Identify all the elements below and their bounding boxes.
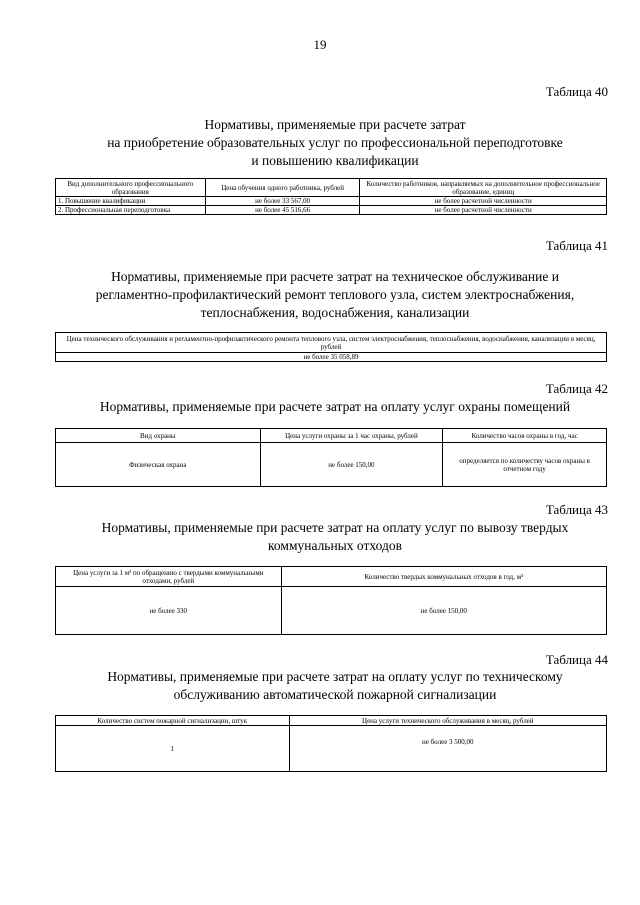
table-41-label: Таблица 41 [545, 238, 608, 253]
header-cell: Цена технического обслуживания и регламентно-профилактического ремонта теплового узла, систем электроснабжения, теплоснабжения, водоснабжения, канализации в месяц, рублей [56, 333, 607, 353]
table-42 [55, 428, 607, 487]
table-row [56, 206, 607, 215]
title-line: Нормативы, применяемые при расчете затрат на оплату услуг по вывозу твердых [101, 520, 569, 535]
table-cell: не более расчетной численности [360, 206, 607, 215]
title-line: на приобретение образовательных услуг по профессиональной переподготовке [107, 135, 563, 150]
table-cell: не более 35 058,89 [56, 353, 607, 362]
table-43-title [40, 519, 630, 555]
table-row [56, 443, 607, 487]
table-cell: не более 45 516,66 [205, 206, 360, 215]
table-cell: 1. Повышение квалификации [56, 197, 206, 206]
table-cell: 1 [56, 726, 290, 772]
table-44-title [40, 668, 630, 704]
table-44 [55, 715, 607, 772]
table-cell: Физическая охрана [56, 443, 261, 487]
table-41-title [40, 268, 630, 322]
table-cell: не более 33 567,00 [205, 197, 360, 206]
title-line: Нормативы, применяемые при расчете затрат на техническое обслуживание и [111, 269, 559, 284]
table-42-label: Таблица 42 [545, 381, 608, 396]
table-row [56, 587, 607, 635]
table-row [56, 726, 607, 772]
header-cell: Цена услуги технического обслуживания в месяц, рублей [289, 716, 606, 726]
header-cell: Количество часов охраны в год, час [443, 429, 607, 443]
header-cell: Количество твердых коммунальных отходов в год, м³ [281, 567, 606, 587]
header-cell: Вид охраны [56, 429, 261, 443]
table-40 [55, 178, 607, 215]
header-cell: Количество работников, направляемых на дополнительное профессиональное образование, единиц [360, 179, 607, 197]
table-44-label: Таблица 44 [545, 652, 608, 667]
title-line: и повышению квалификации [251, 153, 419, 168]
table-cell: не более 3 500,00 [289, 726, 606, 772]
table-cell: 2. Профессиональная переподготовка [56, 206, 206, 215]
table-43 [55, 566, 607, 635]
table-40-label: Таблица 40 [545, 84, 608, 99]
title-line: Нормативы, применяемые при расчете затрат на оплату услуг охраны помещений [99, 399, 571, 414]
table-40-title [40, 116, 630, 170]
header-cell: Количество систем пожарной сигнализации, штук [56, 716, 290, 726]
title-line: теплоснабжения, водоснабжения, канализации [200, 305, 470, 320]
table-cell: определяется по количеству часов охраны в отчетном году [443, 443, 607, 487]
table-cell: не более 150,00 [281, 587, 606, 635]
title-line: обслуживанию автоматической пожарной сигнализации [173, 687, 497, 702]
header-cell: Цена обучения одного работника, рублей [205, 179, 360, 197]
table-41 [55, 332, 607, 362]
title-line: регламентно-профилактический ремонт теплового узла, систем электроснабжения, [95, 287, 575, 302]
table-cell: не более расчетной численности [360, 197, 607, 206]
title-line: Нормативы, применяемые при расчете затрат [204, 117, 466, 132]
title-line: коммунальных отходов [268, 538, 402, 553]
header-cell: Цена услуги за 1 м³ по обращению с твердыми коммунальными отходами, рублей [56, 567, 282, 587]
table-row [56, 353, 607, 362]
table-row [56, 197, 607, 206]
table-cell: не более 150,00 [260, 443, 443, 487]
table-43-label: Таблица 43 [545, 502, 608, 517]
title-line: Нормативы, применяемые при расчете затрат на оплату услуг по техническому [107, 669, 563, 684]
header-cell: Цена услуги охраны за 1 час охраны, рублей [260, 429, 443, 443]
table-42-title [40, 398, 630, 416]
header-cell: Вид дополнительного профессионального образования [56, 179, 206, 197]
page-number: 19 [313, 37, 327, 52]
table-cell: не более 330 [56, 587, 282, 635]
